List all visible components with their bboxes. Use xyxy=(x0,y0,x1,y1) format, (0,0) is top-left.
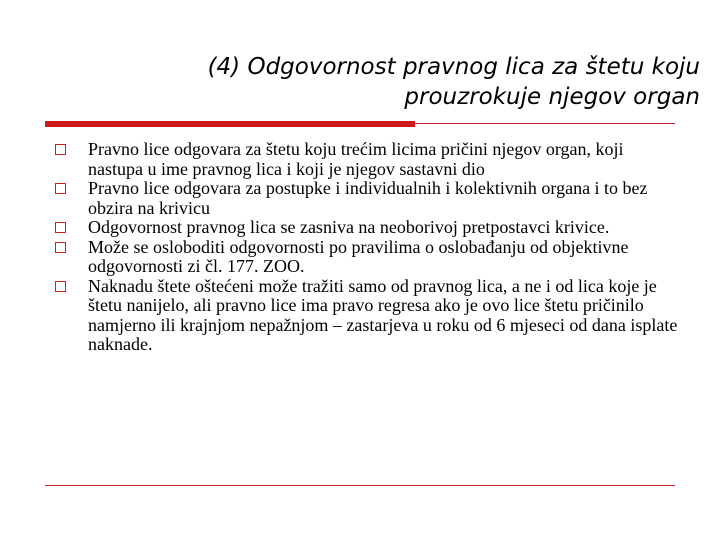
hollow-square-icon xyxy=(55,222,66,233)
bullet-item xyxy=(50,140,680,179)
bullet-list xyxy=(50,140,680,355)
bullet-text: Može se osloboditi odgovornosti po pravilima o oslobađanju od objektivne odgovornosti zi čl. 177. ZOO. xyxy=(88,236,629,276)
bottom-divider xyxy=(45,485,675,486)
hollow-square-icon xyxy=(55,183,66,194)
bullet-text: Odgovornost pravnog lica se zasniva na neoborivoj pretpostavci krivice. xyxy=(88,217,610,237)
top-divider-accent xyxy=(45,121,415,127)
slide-title xyxy=(90,52,700,112)
slide-title-line-1: (4) Odgovornost pravnog lica za štetu koju xyxy=(207,54,700,80)
hollow-square-icon xyxy=(55,281,66,292)
bullet-text: Pravno lice odgovara za postupke i individualnih i kolektivnih organa i to bez obzira na krivicu xyxy=(88,178,648,218)
bullet-text: Naknadu štete oštećeni može tražiti samo od pravnog lica, a ne i od lica koje je štetu nanijelo, ali pravno lice ima pravo regresa ako je ovo lice štetu pričinilo namjerno ili krajnjom nepažnjom – zastarjeva u roku od 6 mjeseci od dana isplate naknade. xyxy=(88,275,678,354)
bullet-item xyxy=(50,238,680,277)
bullet-item xyxy=(50,179,680,218)
bullet-item xyxy=(50,277,680,355)
hollow-square-icon xyxy=(55,144,66,155)
bullet-item xyxy=(50,218,680,238)
hollow-square-icon xyxy=(55,242,66,253)
bullet-text: Pravno lice odgovara za štetu koju trećim licima pričini njegov organ, koji nastupa u ime pravnog lica i koji je njegov sastavni dio xyxy=(88,139,624,179)
slide-title-line-2: prouzrokuje njegov organ xyxy=(404,84,700,110)
